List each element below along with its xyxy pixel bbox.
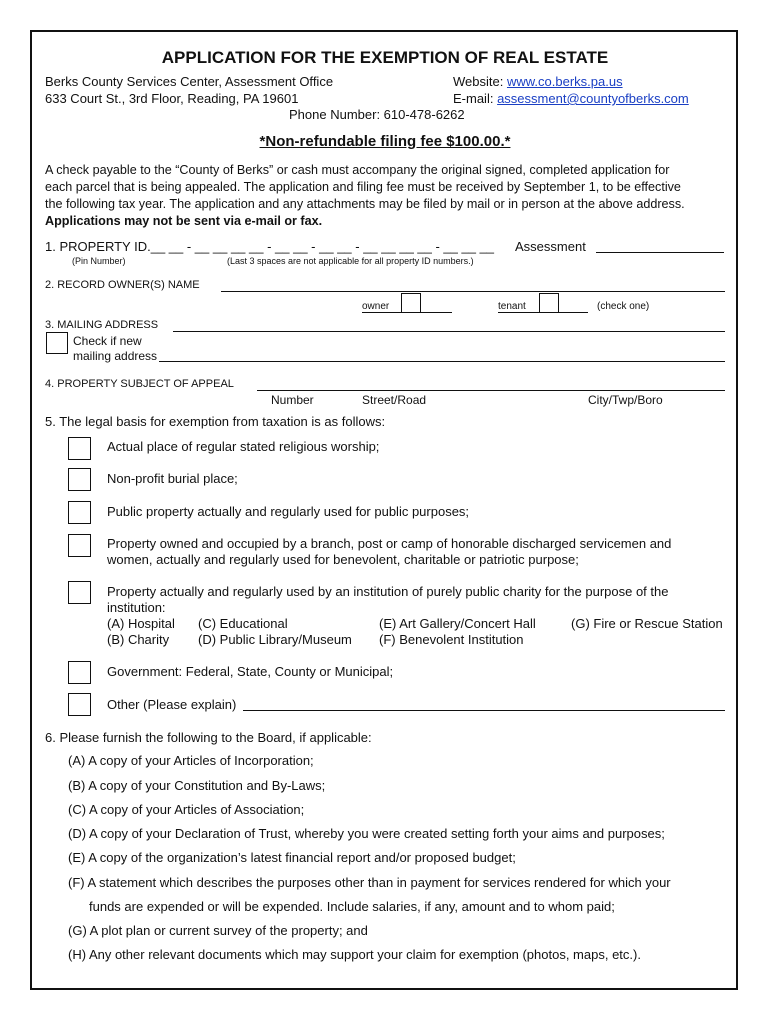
mailing-address-field[interactable] (173, 331, 725, 332)
government-checkbox[interactable] (68, 661, 91, 684)
instructions-line: each parcel that is being appealed. The application and filing fee must be received by September 1, to be effective (45, 180, 681, 194)
institution-fire-rescue: (G) Fire or Rescue Station (571, 616, 723, 631)
institution-educational: (C) Educational (198, 616, 288, 631)
filing-fee-notice: *Non-refundable filing fee $100.00.* (259, 133, 511, 150)
assessment-field[interactable] (596, 252, 724, 253)
tenant-checkbox[interactable] (539, 293, 559, 313)
assessment-label: Assessment (515, 239, 586, 254)
document-item-f-line1: (F) A statement which describes the purposes other than in payment for services rendered for which your (68, 875, 671, 890)
mailing-address-sublabel: mailing address (73, 349, 158, 363)
other-checkbox[interactable] (68, 693, 91, 716)
document-item-a: (A) A copy of your Articles of Incorporation; (68, 753, 314, 768)
owner-label: owner (362, 301, 390, 312)
religious-worship-option: Actual place of regular stated religious worship; (107, 439, 380, 454)
property-subject-field[interactable] (257, 390, 725, 391)
website-link[interactable]: www.co.berks.pa.us (506, 74, 623, 89)
office-address-line2: 633 Court St., 3rd Floor, Reading, PA 19601 (45, 91, 299, 106)
servicemen-option-line2: women, actually and regularly used for benevolent, charitable or patriotic purpose; (107, 552, 579, 567)
institution-hospital: (A) Hospital (107, 616, 175, 631)
email-label: E-mail: (453, 91, 494, 106)
public-charity-checkbox[interactable] (68, 581, 91, 604)
new-mailing-address-checkbox[interactable] (46, 332, 68, 354)
property-id-label: 1. PROPERTY ID.__ __ - __ __ __ __ - __ __ - __ __ - __ __ __ __ - __ __ __ (45, 239, 495, 254)
document-item-e: (E) A copy of the organization’s latest financial report and/or proposed budget; (68, 850, 516, 865)
burial-place-option: Non-profit burial place; (107, 471, 238, 486)
other-explain-field[interactable] (243, 710, 725, 711)
check-one-note: (check one) (597, 301, 650, 312)
document-item-d: (D) A copy of your Declaration of Trust, whereby you were created setting forth your aims and purposes; (68, 826, 665, 841)
record-owner-field[interactable] (221, 291, 725, 292)
tenant-label: tenant (498, 301, 526, 312)
instructions-line: the following tax year. The application and any attachments may be filed by mail or in person at the above address. (45, 197, 685, 211)
check-if-new-label: Check if new (73, 334, 142, 348)
document-item-c: (C) A copy of your Articles of Association; (68, 802, 305, 817)
website-row (453, 74, 623, 89)
form-title: APPLICATION FOR THE EXEMPTION OF REAL ESTATE (161, 48, 609, 67)
number-caption: Number (271, 393, 314, 407)
street-caption: Street/Road (362, 393, 427, 407)
servicemen-option-line1: Property owned and occupied by a branch, post or camp of honorable discharged servicemen and (107, 536, 672, 551)
exemption-basis-label: 5. The legal basis for exemption from taxation is as follows: (45, 414, 386, 429)
mailing-address-label: 3. MAILING ADDRESS (45, 319, 159, 331)
other-option-label: Other (Please explain) (107, 697, 237, 712)
document-item-g: (G) A plot plan or current survey of the property; and (68, 923, 368, 938)
city-caption: City/Twp/Boro (588, 393, 663, 407)
government-option: Government: Federal, State, County or Municipal; (107, 664, 394, 679)
property-subject-label: 4. PROPERTY SUBJECT OF APPEAL (45, 378, 234, 390)
furnish-documents-label: 6. Please furnish the following to the Board, if applicable: (45, 730, 372, 745)
public-property-option: Public property actually and regularly used for public purposes; (107, 504, 470, 519)
owner-checkbox[interactable] (401, 293, 421, 313)
instructions-line: A check payable to the “County of Berks” or cash must accompany the original signed, completed application for (45, 163, 670, 177)
pin-number-note: (Pin Number) (72, 256, 126, 266)
servicemen-checkbox[interactable] (68, 534, 91, 557)
institution-benevolent: (F) Benevolent Institution (379, 632, 524, 647)
phone-number: Phone Number: 610-478-6262 (289, 107, 465, 122)
instructions-paragraph (45, 162, 735, 230)
email-link[interactable]: assessment@countyofberks.com (497, 91, 689, 106)
institution-charity: (B) Charity (107, 632, 170, 647)
last-spaces-note: (Last 3 spaces are not applicable for all property ID numbers.) (227, 256, 474, 266)
office-address-line1: Berks County Services Center, Assessment Office (45, 74, 334, 89)
institution-art-gallery: (E) Art Gallery/Concert Hall (379, 616, 536, 631)
burial-place-checkbox[interactable] (68, 468, 91, 491)
website-label: Website: (453, 74, 504, 89)
institution-library-museum: (D) Public Library/Museum (198, 632, 352, 647)
email-row (453, 91, 689, 106)
public-property-checkbox[interactable] (68, 501, 91, 524)
religious-worship-checkbox[interactable] (68, 437, 91, 460)
document-item-f-line2: funds are expended or will be expended. Include salaries, if any, amount and to whom paid; (89, 899, 615, 914)
document-item-b: (B) A copy of your Constitution and By-Laws; (68, 778, 326, 793)
document-item-h: (H) Any other relevant documents which may support your claim for exemption (photos, maps, etc.). (68, 947, 641, 962)
public-charity-option-line1: Property actually and regularly used by an institution of purely public charity for the purpose of the (107, 584, 669, 599)
mailing-address-field-2[interactable] (159, 361, 725, 362)
instructions-warning: Applications may not be sent via e-mail or fax. (45, 214, 323, 228)
record-owner-label: 2. RECORD OWNER(S) NAME (45, 279, 200, 291)
public-charity-option-line2: institution: (107, 600, 166, 615)
